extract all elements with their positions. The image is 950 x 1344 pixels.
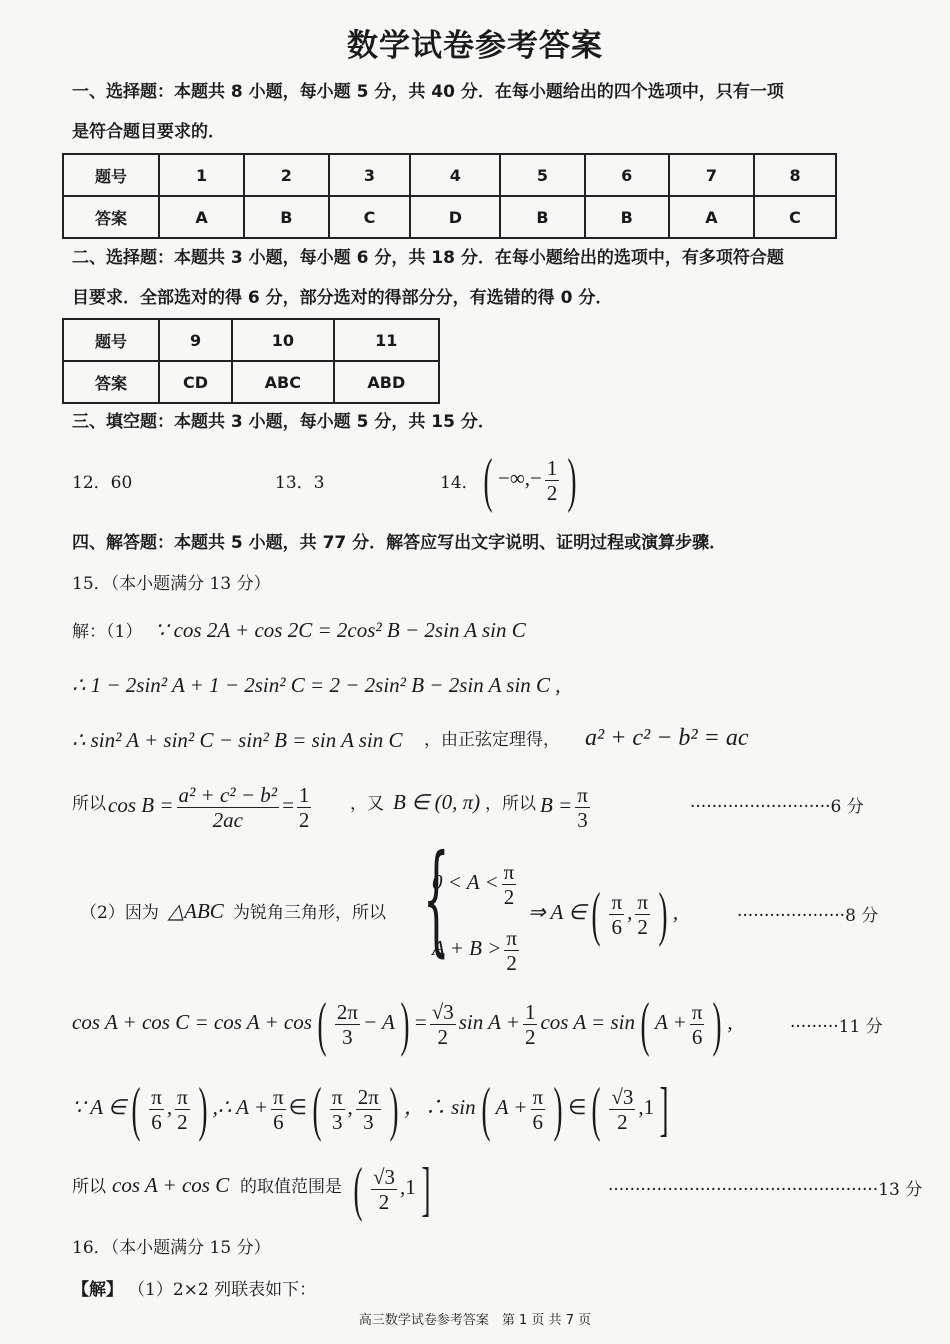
equals-sign: =	[282, 793, 294, 817]
section3-heading: 三、填空题：本题共 3 小题，每小题 5 分，共 15 分．	[72, 412, 495, 432]
fraction-numerator: π	[503, 859, 515, 884]
fraction	[609, 1085, 635, 1134]
question-number: 2	[244, 154, 328, 196]
q15-line8-range: ( $\frac{√3}{2}$ ,1]	[353, 1156, 431, 1223]
q15-line8-a: 所以	[72, 1177, 106, 1197]
q15-line2: ∴ 1 − 2sin² A + 1 − 2sin² C = 2 − 2sin² B − 2sin A sin C ,	[72, 673, 561, 697]
fraction-numerator: √3	[611, 1084, 634, 1109]
q15-line1: ∵ cos 2A + cos 2C = 2cos² B − 2sin A sin C	[155, 618, 526, 642]
interval-end: ,1	[400, 1175, 416, 1199]
q15-line4-formula	[108, 770, 314, 840]
q15-line4-d: ，所以	[485, 794, 536, 814]
question-number: 3	[329, 154, 411, 196]
implies-text: ⇒ A ∈	[528, 900, 587, 924]
in-symbol: ∈	[288, 1095, 307, 1119]
q15-line3-c: a² + c² − b² = ac	[585, 725, 749, 751]
answer-14-interval: ( −∞,− $\frac{1}{2}$ )	[483, 447, 577, 514]
q15-line8-b: cos A + cos C	[112, 1173, 230, 1197]
fraction-numerator: π	[637, 889, 648, 914]
fraction-denominator: 2	[506, 950, 517, 975]
in-symbol: ∈	[568, 1095, 587, 1119]
cos-sum-text: cos A + cos C = cos A + cos	[72, 1010, 312, 1034]
fraction	[609, 890, 624, 939]
q15-part2-c: 为锐角三角形，所以	[233, 903, 386, 923]
answer-cell: B	[244, 196, 328, 238]
fraction-numerator: 2π	[357, 1084, 379, 1109]
q15-line8-c: 的取值范围是	[240, 1177, 342, 1197]
fraction-numerator: 1	[546, 455, 558, 480]
fraction-numerator: π	[177, 1084, 188, 1109]
system-inequality-2	[432, 918, 522, 978]
fraction	[149, 1085, 164, 1134]
fraction-denominator: 2	[177, 1109, 188, 1134]
q15-line4-e	[540, 770, 593, 840]
fraction	[175, 1085, 190, 1134]
answer-cell: B	[500, 196, 584, 238]
q15-title: 15．（本小题满分 13 分）	[72, 574, 271, 594]
q15-line6: cos A + cos C = cos A + cos( $\frac{2\pi}{3}$ − A) = $\frac{√3}{2}$ sin A + $\frac{1}{2}$ cos A = sin( A + $\frac{\pi}{6}$ ) ,	[72, 991, 733, 1058]
answer-cell: ABC	[232, 361, 334, 403]
answer-14-label: 14．	[440, 473, 479, 493]
fraction-numerator: 1	[524, 999, 536, 1024]
fraction-numerator: √3	[431, 999, 454, 1024]
fraction	[523, 1000, 538, 1049]
fraction	[335, 1000, 360, 1049]
page-title: 数学试卷参考答案	[347, 28, 603, 64]
score-11: ·········11 分	[790, 1017, 883, 1037]
therefore-a-plus: ,∴ A +	[212, 1095, 269, 1119]
fraction-numerator: π	[611, 889, 623, 914]
table-row	[63, 196, 836, 238]
section1-answer-table	[62, 153, 837, 239]
answer-14-text: −∞,−	[497, 466, 542, 490]
q16-line1: （1）2×2 列联表如下：	[128, 1280, 317, 1300]
answer-cell: A	[669, 196, 754, 238]
question-number: 11	[334, 319, 439, 361]
fraction-numerator: a² + c² − b²	[178, 782, 278, 807]
fraction-denominator: 6	[691, 1024, 703, 1049]
answer-cell: A	[159, 196, 244, 238]
fraction-denominator: 3	[363, 1109, 374, 1134]
answer-cell: ABD	[334, 361, 439, 403]
section2-heading: 二、选择题：本题共 3 小题，每小题 6 分，共 18 分．在每小题给出的选项中，有多项符合题	[72, 248, 784, 268]
row-label-question: 题号	[63, 154, 159, 196]
page-footer: 高三数学试卷参考答案 第 1 页 共 7 页	[358, 1313, 592, 1328]
fraction	[330, 1085, 345, 1134]
row-label-question: 题号	[63, 319, 159, 361]
fraction-denominator: 6	[532, 1109, 544, 1134]
fraction-numerator: π	[532, 1084, 544, 1109]
table-row	[63, 154, 836, 196]
q15-line4-a: 所以	[72, 794, 106, 814]
question-number: 7	[669, 154, 754, 196]
question-number: 8	[754, 154, 836, 196]
fraction-numerator: π	[273, 1084, 284, 1109]
question-number: 5	[500, 154, 584, 196]
fraction-denominator: 2	[524, 1024, 536, 1049]
score-13: ··················································13 分	[608, 1180, 923, 1200]
minus-a: − A	[362, 1010, 395, 1034]
section1-heading-cont: 是符合题目要求的．	[72, 122, 225, 142]
row-label-answer: 答案	[63, 361, 159, 403]
ineq-text: 0 < A <	[432, 870, 499, 894]
system-inequality-1	[432, 852, 519, 912]
section2-answer-table	[62, 318, 440, 404]
answer-cell: CD	[159, 361, 232, 403]
fraction	[531, 1085, 546, 1134]
fraction	[371, 1165, 397, 1214]
section2-heading-cont: 目要求．全部选对的得 6 分，部分选对的得部分分，有选错的得 0 分．	[72, 288, 613, 308]
fraction-denominator: 6	[611, 914, 622, 939]
fraction-numerator: 1	[298, 782, 310, 807]
q15-line4-c: B ∈ (0, π)	[393, 790, 481, 814]
fraction-denominator: 6	[273, 1109, 284, 1134]
cos-a-eq-sin: cos A = sin	[540, 1010, 635, 1034]
fraction-denominator: 2	[378, 1189, 390, 1214]
q15-line3-a: ∴ sin² A + sin² C − sin² B = sin A sin C	[72, 728, 403, 752]
fraction	[502, 860, 517, 909]
implies-range: ⇒ A ∈( $\frac{\pi}{6}$ , $\frac{\pi}{2}$ ) ,	[528, 881, 679, 948]
fraction	[271, 1085, 286, 1134]
b-equals: B =	[540, 793, 573, 817]
equals-sign: =	[414, 1010, 427, 1034]
fraction-denominator: 2	[637, 914, 648, 939]
fraction-denominator: 3	[577, 807, 588, 832]
fraction-denominator: 3	[331, 1109, 343, 1134]
fraction	[430, 1000, 456, 1049]
fraction-denominator: 2	[503, 884, 515, 909]
score-6: ··························6 分	[690, 797, 864, 817]
q15-line4-b: ，又	[350, 794, 384, 814]
fraction-denominator: 2ac	[212, 807, 243, 832]
fraction-denominator: 2	[546, 480, 558, 505]
question-number: 4	[410, 154, 500, 196]
question-number: 10	[232, 319, 334, 361]
fraction	[297, 783, 312, 832]
answer-cell: C	[329, 196, 411, 238]
fraction-numerator: √3	[372, 1164, 396, 1189]
question-number: 1	[159, 154, 244, 196]
therefore-sin: ，∴ sin	[403, 1095, 476, 1119]
section4-heading: 四、解答题：本题共 5 小题，共 77 分．解答应写出文字说明、证明过程或演算步骤．	[72, 533, 727, 553]
fraction	[545, 456, 560, 505]
a-plus: A +	[654, 1010, 687, 1034]
ineq-text: A + B >	[432, 936, 502, 960]
question-number: 9	[159, 319, 232, 361]
table-row	[63, 361, 439, 403]
answer-cell: B	[585, 196, 669, 238]
fraction-denominator: 3	[342, 1024, 353, 1049]
section1-heading: 一、选择题：本题共 8 小题，每小题 5 分，共 40 分．在每小题给出的四个选项中，只有一项	[72, 82, 784, 102]
interval-end: ,1	[638, 1095, 655, 1119]
fraction	[575, 783, 590, 832]
q15-part2-a: （2）因为	[80, 903, 159, 923]
answer-cell: C	[754, 196, 836, 238]
score-8: ····················8 分	[737, 906, 879, 926]
fraction	[356, 1085, 381, 1134]
fraction	[690, 1000, 705, 1049]
sin-a-plus: sin A +	[458, 1010, 520, 1034]
fraction	[504, 926, 519, 975]
answer-12: 12．60	[72, 473, 133, 493]
row-label-answer: 答案	[63, 196, 159, 238]
system-brace: {	[422, 830, 450, 969]
fraction-numerator: π	[151, 1084, 162, 1109]
fraction-numerator: π	[506, 925, 517, 950]
q15-line3-b: ，由正弦定理得，	[424, 730, 560, 750]
fraction-denominator: 2	[437, 1024, 448, 1049]
fraction	[635, 890, 650, 939]
a-plus: A +	[495, 1095, 528, 1119]
fraction	[177, 783, 280, 832]
question-number: 6	[585, 154, 669, 196]
fraction-numerator: π	[691, 999, 703, 1024]
fraction-numerator: π	[577, 782, 588, 807]
q15-part2-triangle: △ABC	[168, 899, 224, 923]
q15-part1-label: 解：（1）	[72, 622, 143, 642]
a-in: ∵ A ∈	[72, 1095, 127, 1119]
cos-b-text: cos B =	[108, 793, 174, 817]
q16-title: 16．（本小题满分 15 分）	[72, 1238, 271, 1258]
fraction-denominator: 2	[298, 807, 310, 832]
q16-solution-label: 【解】	[72, 1280, 123, 1300]
table-row	[63, 319, 439, 361]
fraction-numerator: 2π	[336, 999, 358, 1024]
q15-line7: ∵ A ∈( $\frac{\pi}{6}$ , $\frac{\pi}{2}$ ) ,∴ A + $\frac{\pi}{6}$ ∈( $\frac{\pi}{3}$ , $\frac{2\pi}{3}$ ) ，∴ sin( A + $\frac{\pi}{6}$ ) ∈( $\frac{√3}{2}$ ,1]	[72, 1076, 669, 1143]
answer-cell: D	[410, 196, 500, 238]
fraction-numerator: π	[331, 1084, 343, 1109]
answer-13: 13．3	[275, 473, 325, 493]
fraction-denominator: 2	[617, 1109, 628, 1134]
fraction-denominator: 6	[151, 1109, 162, 1134]
